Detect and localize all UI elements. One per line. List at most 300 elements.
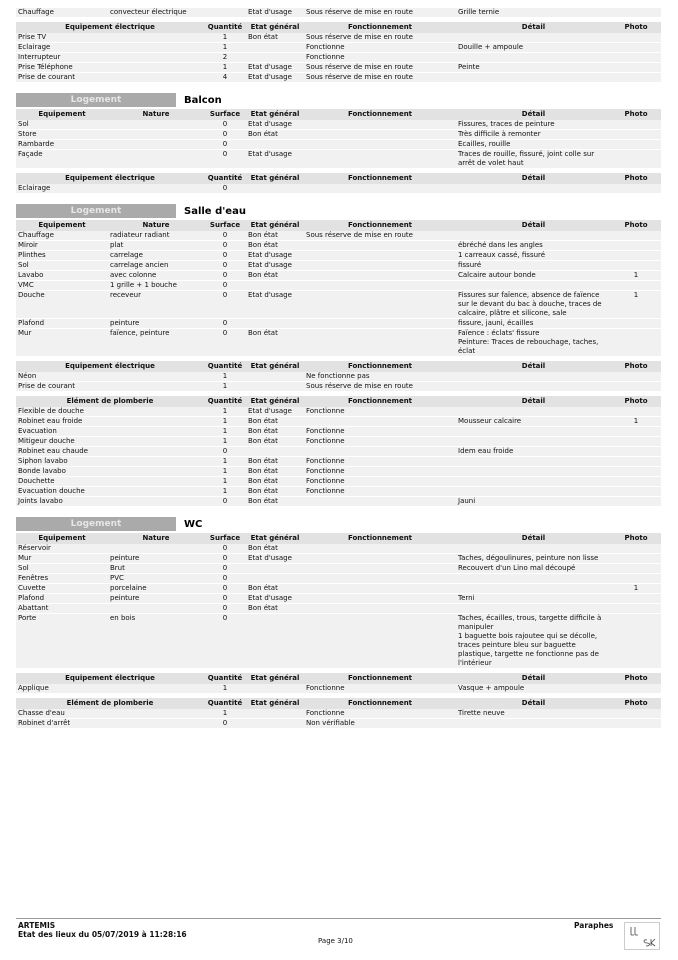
item-photo: 1: [611, 271, 661, 281]
item-nature: peinture: [108, 554, 204, 564]
table-row: [16, 372, 661, 382]
column-header: Détail: [456, 396, 611, 407]
column-header: Surface: [204, 109, 246, 120]
table-row: [16, 407, 661, 417]
table-row: [16, 382, 661, 392]
item-function: [304, 604, 456, 614]
table-row: [16, 271, 661, 281]
item-quantity: 1: [204, 457, 246, 467]
item-detail: [456, 457, 611, 467]
item-name: Sol: [16, 120, 108, 130]
item-photo: 1: [611, 417, 661, 427]
item-name: Réservoir: [16, 544, 108, 554]
item-surface: 0: [204, 241, 246, 251]
item-surface: 0: [204, 319, 246, 329]
table-row: [16, 427, 661, 437]
column-header: Elément de plomberie: [16, 698, 204, 709]
table-row: [16, 684, 661, 694]
item-condition: [246, 614, 304, 669]
room-title: Balcon: [184, 94, 222, 106]
item-detail: Traces de rouille, fissuré, joint colle sur arrêt de volet haut: [456, 150, 611, 169]
item-photo: 1: [611, 584, 661, 594]
table-row: [16, 231, 661, 241]
item-condition: [246, 684, 304, 694]
table-row: [16, 457, 661, 467]
table-header-row: [16, 533, 661, 544]
footer-info: [18, 921, 187, 939]
item-quantity: 1: [204, 33, 246, 43]
table-row: [16, 614, 661, 669]
column-header: Fonctionnement: [304, 22, 456, 33]
item-detail: [456, 467, 611, 477]
item-nature: [108, 120, 204, 130]
table-row: [16, 437, 661, 447]
item-quantity: 1: [204, 427, 246, 437]
item-function: Fonctionne: [304, 53, 456, 63]
item-name: Sol: [16, 564, 108, 574]
item-detail: [456, 231, 611, 241]
item-function: [304, 271, 456, 281]
column-header: Fonctionnement: [304, 109, 456, 120]
item-detail: Terni: [456, 594, 611, 604]
item-function: [304, 241, 456, 251]
table-header-row: [16, 698, 661, 709]
column-header: Photo: [611, 22, 661, 33]
table-header-row: [16, 173, 661, 184]
column-header: Détail: [456, 173, 611, 184]
column-header: Photo: [611, 361, 661, 372]
item-surface: 0: [204, 614, 246, 669]
item-photo: [611, 184, 661, 194]
item-condition: Etat d'usage: [246, 554, 304, 564]
item-surface: 0: [204, 554, 246, 564]
item-function: Sous réserve de mise en route: [304, 63, 456, 73]
item-photo: [611, 709, 661, 719]
item-name: Porte: [16, 614, 108, 669]
column-header: Etat général: [246, 220, 304, 231]
item-name: Prise de courant: [16, 73, 204, 83]
item-surface: 0: [204, 594, 246, 604]
column-header: Détail: [456, 533, 611, 544]
item-photo: [611, 140, 661, 150]
page-number: Page 3/10: [318, 937, 353, 945]
item-name: Siphon lavabo: [16, 457, 204, 467]
item-condition: Bon état: [246, 487, 304, 497]
item-condition: [246, 564, 304, 574]
item-surface: 0: [204, 564, 246, 574]
item-photo: [611, 241, 661, 251]
column-header: Etat général: [246, 396, 304, 407]
item-name: Lavabo: [16, 271, 108, 281]
item-photo: [611, 8, 661, 18]
item-photo: [611, 407, 661, 417]
room-section-header: [16, 204, 661, 218]
item-condition: Etat d'usage: [246, 120, 304, 130]
item-name: Flexible de douche: [16, 407, 204, 417]
item-function: Fonctionne: [304, 457, 456, 467]
room-title: Salle d'eau: [184, 205, 246, 217]
item-detail: Douille + ampoule: [456, 43, 611, 53]
item-function: [304, 417, 456, 427]
report-date: Etat des lieux du 05/07/2019 à 11:28:16: [18, 930, 187, 939]
item-quantity: 1: [204, 467, 246, 477]
item-photo: [611, 544, 661, 554]
item-quantity: 0: [204, 184, 246, 194]
item-name: Prise de courant: [16, 382, 204, 392]
table-row: [16, 487, 661, 497]
item-name: Mur: [16, 329, 108, 357]
item-name: Miroir: [16, 241, 108, 251]
table-header-row: [16, 220, 661, 231]
table-row: [16, 719, 661, 729]
column-header: Détail: [456, 698, 611, 709]
item-photo: [611, 437, 661, 447]
column-header: Quantité: [204, 673, 246, 684]
item-name: Douche: [16, 291, 108, 319]
item-quantity: 1: [204, 684, 246, 694]
item-detail: [456, 382, 611, 392]
item-condition: [246, 709, 304, 719]
column-header: Etat général: [246, 361, 304, 372]
item-condition: Bon état: [246, 241, 304, 251]
item-function: [304, 497, 456, 507]
item-photo: [611, 329, 661, 357]
initials-signature: [624, 922, 660, 950]
item-detail: fissuré: [456, 261, 611, 271]
page-content: [16, 8, 661, 729]
item-condition: Bon état: [246, 544, 304, 554]
item-detail: [456, 53, 611, 63]
item-nature: [108, 140, 204, 150]
table-row: [16, 319, 661, 329]
item-function: Sous réserve de mise en route: [304, 73, 456, 83]
item-surface: 0: [204, 251, 246, 261]
item-photo: [611, 487, 661, 497]
item-condition: Bon état: [246, 271, 304, 281]
item-nature: 1 grille + 1 bouche: [108, 281, 204, 291]
item-function: Fonctionne: [304, 467, 456, 477]
column-header: Fonctionnement: [304, 533, 456, 544]
page-footer: [16, 918, 661, 951]
table-row: [16, 251, 661, 261]
item-photo: [611, 43, 661, 53]
column-header: Nature: [108, 533, 204, 544]
item-condition: Etat d'usage: [246, 251, 304, 261]
item-surface: 0: [204, 291, 246, 319]
equipment-table: [16, 109, 661, 169]
item-quantity: 1: [204, 43, 246, 53]
table-row: [16, 33, 661, 43]
item-quantity: 1: [204, 477, 246, 487]
item-function: [304, 281, 456, 291]
column-header: Equipement électrique: [16, 673, 204, 684]
item-surface: 0: [204, 281, 246, 291]
item-function: Non vérifiable: [304, 719, 456, 729]
table-row: [16, 447, 661, 457]
column-header: Nature: [108, 220, 204, 231]
room-section-header: [16, 517, 661, 531]
item-photo: [611, 447, 661, 457]
item-function: Fonctionne: [304, 43, 456, 53]
item-detail: Idem eau froide: [456, 447, 611, 457]
table-row: [16, 477, 661, 487]
room-title: WC: [184, 518, 203, 530]
item-detail: Faïence : éclats' fissure Peinture: Traces de rebouchage, taches, éclat: [456, 329, 611, 357]
column-header: Fonctionnement: [304, 173, 456, 184]
paraphes-label: Paraphes: [574, 921, 614, 930]
item-detail: [456, 584, 611, 594]
item-detail: [456, 407, 611, 417]
table-row: [16, 140, 661, 150]
column-header: Détail: [456, 673, 611, 684]
table-row: [16, 241, 661, 251]
table-row: [16, 63, 661, 73]
item-photo: [611, 574, 661, 584]
item-function: Fonctionne: [304, 477, 456, 487]
item-condition: [246, 372, 304, 382]
item-detail: Calcaire autour bonde: [456, 271, 611, 281]
item-quantity: 1: [204, 487, 246, 497]
item-function: [304, 614, 456, 669]
column-header: Equipement électrique: [16, 22, 204, 33]
item-function: Sous réserve de mise en route: [304, 231, 456, 241]
item-detail: Écailles, rouille: [456, 140, 611, 150]
item-quantity: 2: [204, 53, 246, 63]
item-function: [304, 584, 456, 594]
table-row: [16, 594, 661, 604]
item-quantity: 0: [204, 447, 246, 457]
item-name: Mitigeur douche: [16, 437, 204, 447]
column-header: Etat général: [246, 22, 304, 33]
item-condition: [246, 43, 304, 53]
item-condition: Etat d'usage: [246, 8, 304, 18]
item-nature: Brut: [108, 564, 204, 574]
item-condition: [246, 382, 304, 392]
item-detail: Peinte: [456, 63, 611, 73]
item-name: Robinet eau chaude: [16, 447, 204, 457]
previous-room-table: [16, 8, 661, 18]
item-function: [304, 554, 456, 564]
item-nature: en bois: [108, 614, 204, 669]
item-function: Fonctionne: [304, 407, 456, 417]
item-name: Eclairage: [16, 184, 204, 194]
item-detail: [456, 372, 611, 382]
item-quantity: 0: [204, 719, 246, 729]
item-function: Fonctionne: [304, 709, 456, 719]
item-photo: [611, 130, 661, 140]
electric-table: [16, 173, 661, 194]
item-detail: [456, 574, 611, 584]
item-condition: [246, 140, 304, 150]
table-header-row: [16, 396, 661, 407]
item-name: Joints lavabo: [16, 497, 204, 507]
item-nature: faïence, peinture: [108, 329, 204, 357]
electric-table: [16, 361, 661, 392]
table-row: [16, 467, 661, 477]
item-photo: [611, 33, 661, 43]
column-header: Etat général: [246, 673, 304, 684]
item-photo: [611, 63, 661, 73]
table-row: [16, 329, 661, 357]
column-header: Photo: [611, 698, 661, 709]
logement-tab: Logement: [16, 204, 176, 218]
item-function: Sous réserve de mise en route: [304, 8, 456, 18]
item-nature: peinture: [108, 594, 204, 604]
column-header: Photo: [611, 673, 661, 684]
item-function: [304, 130, 456, 140]
item-function: [304, 574, 456, 584]
item-surface: 0: [204, 261, 246, 271]
column-header: Fonctionnement: [304, 220, 456, 231]
column-header: Quantité: [204, 22, 246, 33]
item-detail: [456, 604, 611, 614]
table-row: [16, 261, 661, 271]
item-name: Prise TV: [16, 33, 204, 43]
item-function: [304, 251, 456, 261]
item-detail: [456, 487, 611, 497]
item-function: Ne fonctionne pas: [304, 372, 456, 382]
table-row: [16, 604, 661, 614]
item-function: [304, 140, 456, 150]
item-condition: Bon état: [246, 457, 304, 467]
item-detail: Fissures sur faïence, absence de faïence sur le devant du bac à douche, traces de calcaire, plâtre et silicone, sale: [456, 291, 611, 319]
item-name: Robinet eau froide: [16, 417, 204, 427]
item-photo: [611, 457, 661, 467]
column-header: Fonctionnement: [304, 396, 456, 407]
item-surface: 0: [204, 574, 246, 584]
item-name: Store: [16, 130, 108, 140]
item-surface: 0: [204, 231, 246, 241]
item-detail: 1 carreaux cassé, fissuré: [456, 251, 611, 261]
column-header: Photo: [611, 173, 661, 184]
column-header: Quantité: [204, 173, 246, 184]
item-photo: [611, 604, 661, 614]
table-header-row: [16, 361, 661, 372]
item-detail: [456, 33, 611, 43]
table-row: [16, 43, 661, 53]
column-header: Etat général: [246, 109, 304, 120]
item-detail: [456, 184, 611, 194]
item-condition: Bon état: [246, 584, 304, 594]
item-nature: [108, 150, 204, 169]
item-photo: [611, 719, 661, 729]
item-photo: [611, 372, 661, 382]
item-quantity: 1: [204, 63, 246, 73]
logement-tab: Logement: [16, 517, 176, 531]
item-detail: Recouvert d'un Lino mal découpé: [456, 564, 611, 574]
column-header: Equipement: [16, 533, 108, 544]
item-function: [304, 564, 456, 574]
item-name: Plafond: [16, 319, 108, 329]
item-quantity: 0: [204, 497, 246, 507]
item-detail: [456, 719, 611, 729]
item-name: Plafond: [16, 594, 108, 604]
table-row: [16, 497, 661, 507]
column-header: Photo: [611, 396, 661, 407]
table-row: [16, 554, 661, 564]
item-nature: PVC: [108, 574, 204, 584]
item-name: Douchette: [16, 477, 204, 487]
item-detail: [456, 437, 611, 447]
column-header: Equipement: [16, 109, 108, 120]
item-name: Néon: [16, 372, 204, 382]
item-photo: [611, 281, 661, 291]
item-nature: [108, 604, 204, 614]
column-header: Quantité: [204, 361, 246, 372]
table-row: [16, 584, 661, 594]
table-header-row: [16, 22, 661, 33]
item-condition: [246, 574, 304, 584]
item-condition: Etat d'usage: [246, 73, 304, 83]
item-condition: [246, 319, 304, 329]
item-surface: 0: [204, 584, 246, 594]
column-header: Quantité: [204, 698, 246, 709]
item-condition: [246, 53, 304, 63]
item-photo: [611, 427, 661, 437]
item-quantity: 1: [204, 709, 246, 719]
item-name: Fenêtres: [16, 574, 108, 584]
item-quantity: 4: [204, 73, 246, 83]
item-function: Fonctionne: [304, 437, 456, 447]
item-function: [304, 319, 456, 329]
item-nature: porcelaine: [108, 584, 204, 594]
item-condition: [246, 447, 304, 457]
item-function: Fonctionne: [304, 684, 456, 694]
column-header: Surface: [204, 533, 246, 544]
item-name: Eclairage: [16, 43, 204, 53]
column-header: Détail: [456, 361, 611, 372]
table-row: [16, 709, 661, 719]
table-row: [16, 8, 661, 18]
item-detail: Vasque + ampoule: [456, 684, 611, 694]
item-name: Robinet d'arrêt: [16, 719, 204, 729]
item-name: Façade: [16, 150, 108, 169]
table-row: [16, 281, 661, 291]
item-function: [304, 184, 456, 194]
item-detail: Taches, dégoulinures, peinture non lisse: [456, 554, 611, 564]
item-nature: radiateur radiant: [108, 231, 204, 241]
column-header: Détail: [456, 109, 611, 120]
item-photo: [611, 594, 661, 604]
item-name: Chasse d'eau: [16, 709, 204, 719]
item-detail: [456, 544, 611, 554]
item-condition: Etat d'usage: [246, 594, 304, 604]
item-nature: carrelage ancien: [108, 261, 204, 271]
column-header: Photo: [611, 220, 661, 231]
item-condition: Bon état: [246, 497, 304, 507]
item-name: Evacuation: [16, 427, 204, 437]
item-surface: 0: [204, 120, 246, 130]
previous-room-electric-table: [16, 22, 661, 83]
item-name: Mur: [16, 554, 108, 564]
item-name: Abattant: [16, 604, 108, 614]
item-surface: 0: [204, 271, 246, 281]
item-photo: [611, 497, 661, 507]
item-condition: [246, 281, 304, 291]
item-condition: Bon état: [246, 604, 304, 614]
item-surface: 0: [204, 604, 246, 614]
table-row: [16, 291, 661, 319]
item-name: Evacuation douche: [16, 487, 204, 497]
item-photo: [611, 231, 661, 241]
item-name: Chauffage: [16, 231, 108, 241]
logement-tab: Logement: [16, 93, 176, 107]
item-photo: [611, 684, 661, 694]
item-detail: Grille ternie: [456, 8, 611, 18]
table-header-row: [16, 673, 661, 684]
table-row: [16, 564, 661, 574]
item-name: Plinthes: [16, 251, 108, 261]
